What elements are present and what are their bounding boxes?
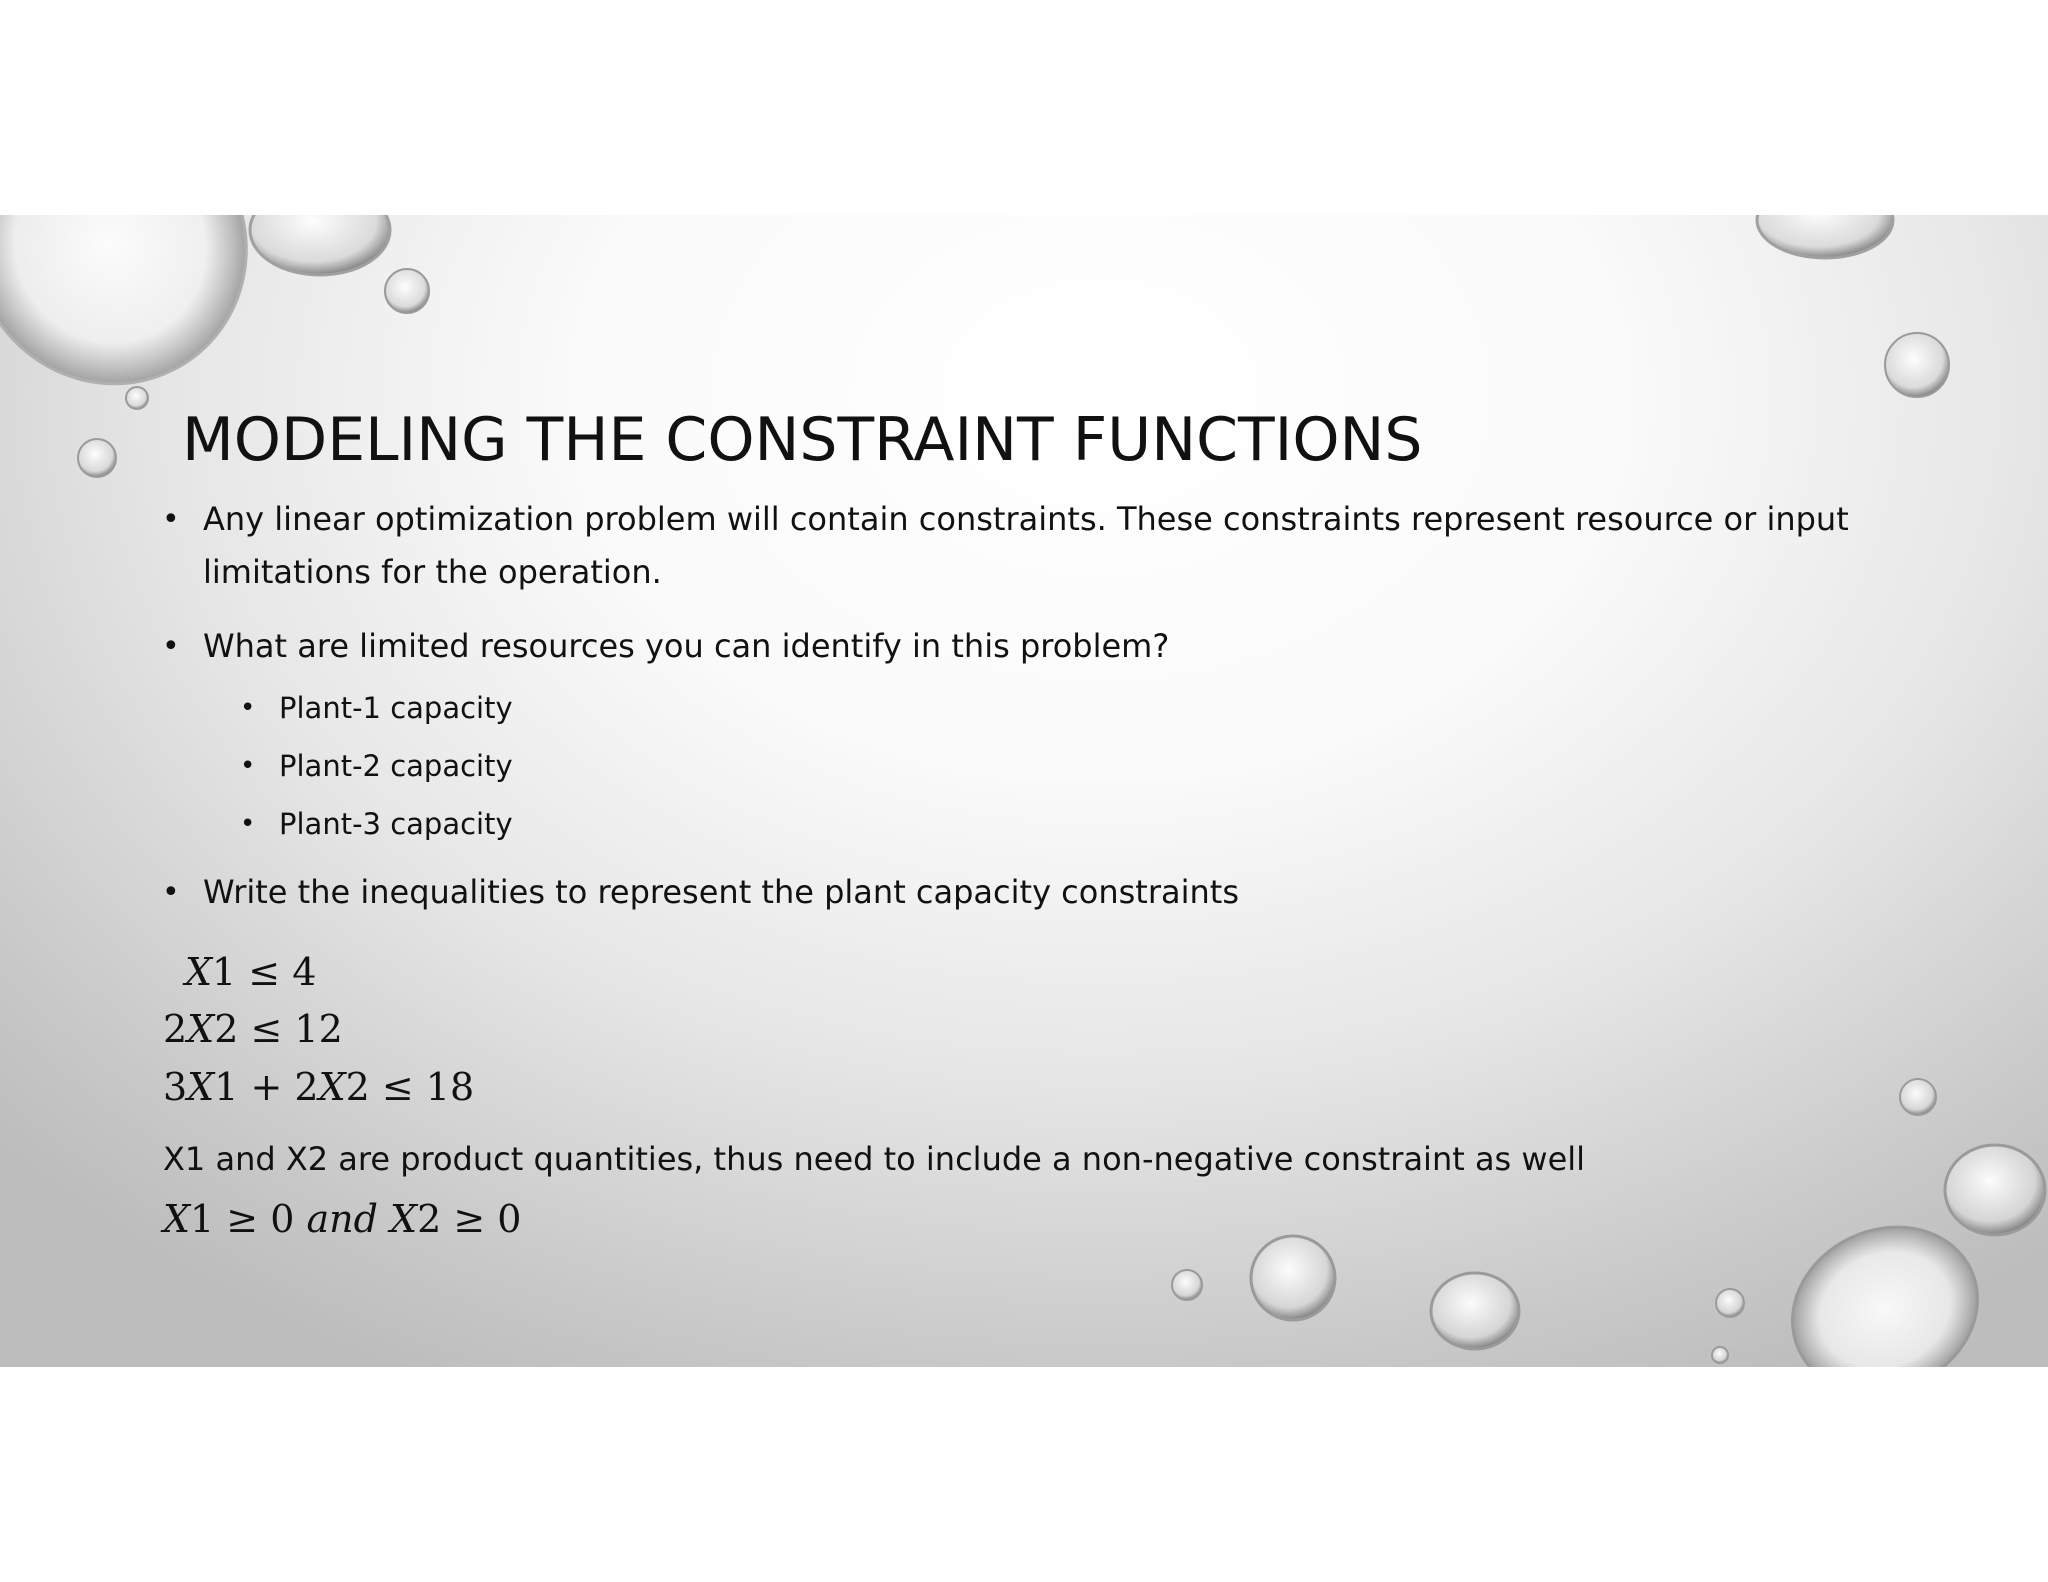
sub-bullet-item — [160, 737, 1860, 795]
water-drop — [1431, 1273, 1519, 1349]
water-drop — [126, 387, 148, 409]
inequality-plant-3: 3𝑋1 + 2𝑋2 ≤ 18 — [163, 1065, 475, 1109]
water-drop — [1712, 1347, 1728, 1363]
water-drop — [250, 215, 390, 275]
bullet-item — [160, 493, 1860, 599]
bullet-icon: • — [162, 502, 180, 537]
slide — [0, 215, 2048, 1367]
non-negative-note: X1 and X2 are product quantities, thus need to include a non-negative constraint as well — [163, 1140, 1586, 1178]
water-drop — [1757, 215, 1893, 258]
sub-bullet-text: Plant-2 capacity — [279, 749, 513, 783]
water-drop — [1716, 1289, 1744, 1317]
slide-title: MODELING THE CONSTRAINT FUNCTIONS — [182, 405, 1423, 475]
bullet-text: What are limited resources you can identify in this problem? — [203, 627, 1170, 665]
sub-bullet-item — [160, 679, 1860, 737]
bullet-text: Any linear optimization problem will contain constraints. These constraints represent resource or input limitations for the operation. — [203, 500, 1849, 591]
bullet-icon: • — [240, 751, 256, 781]
slide-content — [160, 493, 1860, 919]
bullet-icon: • — [162, 875, 180, 910]
water-drop — [1251, 1236, 1335, 1320]
bullet-item — [160, 620, 1860, 673]
water-drop — [1172, 1270, 1202, 1300]
bullet-item — [160, 866, 1860, 919]
water-drop — [78, 439, 116, 477]
bullet-text: Write the inequalities to represent the plant capacity constraints — [203, 873, 1239, 911]
sub-bullet-text: Plant-1 capacity — [279, 691, 513, 725]
bullet-icon: • — [240, 693, 256, 723]
bullet-icon: • — [240, 809, 256, 839]
bullet-icon: • — [162, 629, 180, 664]
sub-bullet-text: Plant-3 capacity — [279, 807, 513, 841]
inequality-plant-2: 2𝑋2 ≤ 12 — [163, 1007, 343, 1051]
water-drop — [1900, 1079, 1936, 1115]
sub-bullet-item — [160, 795, 1860, 853]
water-drop — [1885, 333, 1949, 397]
water-drop — [385, 269, 429, 313]
non-negative-constraint: 𝑋1 ≥ 0 𝑎𝑛𝑑 𝑋2 ≥ 0 — [163, 1197, 522, 1241]
inequality-plant-1: 𝑋1 ≤ 4 — [185, 950, 317, 994]
water-drop — [1945, 1145, 2045, 1235]
